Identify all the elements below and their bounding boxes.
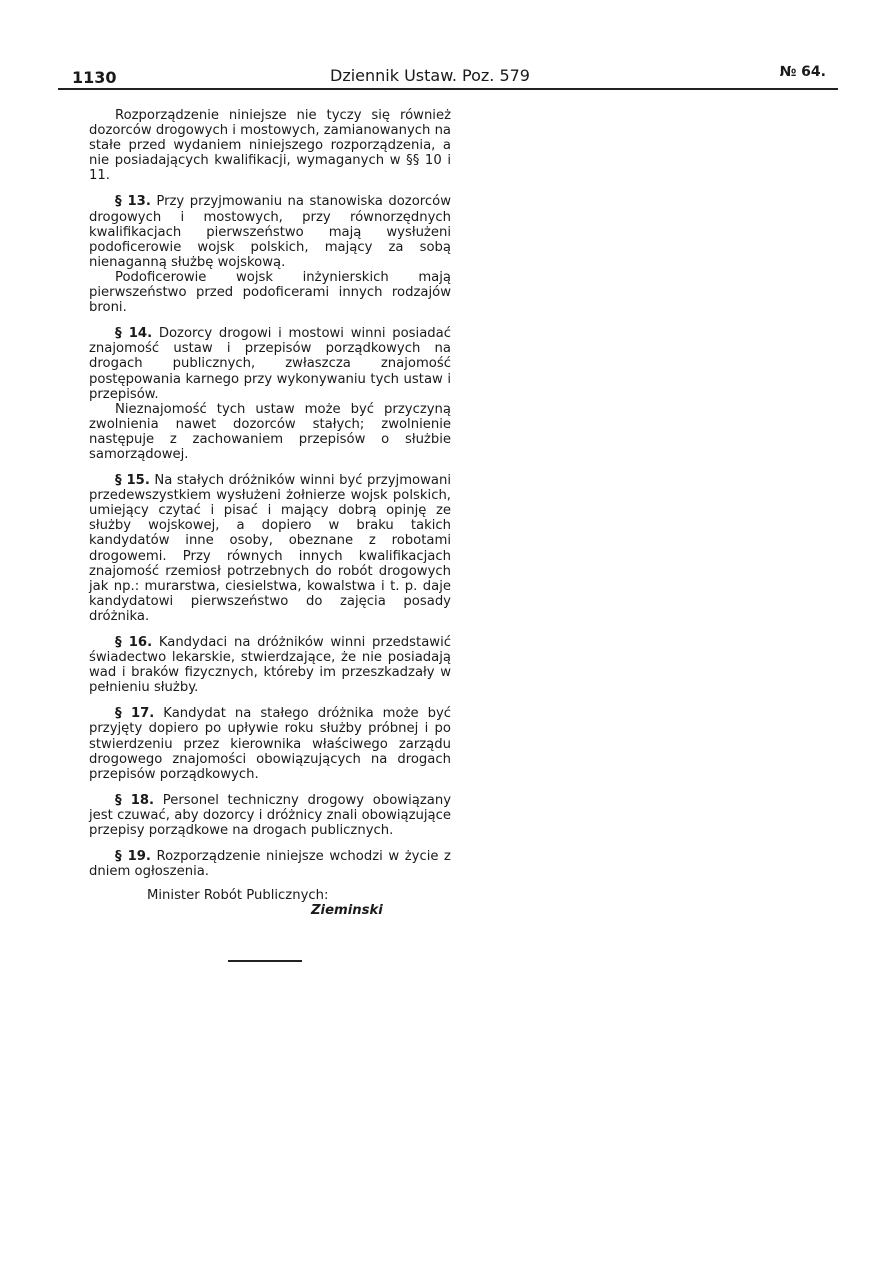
paragraph-text: Rozporządzenie niniejsze wchodzi w życie z dniem ogłoszenia. (89, 849, 451, 880)
paragraph-section-13 (89, 194, 451, 269)
paragraph-text: Kandydat na stałego dróżnika może być przyjęty dopiero po upływie roku służby próbnej i po stwierdzeniu przez kierownika właściwego zarządu drogowego znajomości obowiązujących na drogach przepisów porządkowych. (89, 706, 451, 782)
paragraph-section-14 (89, 326, 451, 401)
page-number: 1130 (72, 68, 117, 87)
signature-block (89, 888, 451, 918)
page-header (58, 62, 838, 88)
paragraph-text: Kandydaci na dróżników winni przedstawić świadectwo lekarskie, stwierdzające, że nie posiadają wad i braków fizycznych, któreby im przeszkadzały w pełnieniu służby. (89, 635, 451, 696)
paragraph-section-18 (89, 793, 451, 838)
section-number: § 17. (115, 706, 155, 722)
paragraph-text: Przy przyjmowaniu na stanowiska dozorców drogowych i mostowych, przy równorzędnych kwalifikacjach pierwszeństwo mają wysłużeni podoficerowie wojsk polskich, mający za sobą nienaganną służbę wojskową. (89, 194, 451, 270)
text-column (89, 108, 451, 879)
paragraph-section-15 (89, 473, 451, 624)
paragraph-text: Rozporządzenie niniejsze nie tyczy się również dozorców drogowych i mostowych, zamianowanych na stałe przed wydaniem niniejszego rozporządzenia, a nie posiadających kwalifikacji, wymaganych w §§ 10 i 11. (89, 108, 452, 184)
section-number: § 18. (115, 792, 155, 808)
paragraph-intro (89, 108, 451, 183)
paragraph-text: Na stałych dróżników winni być przyjmowani przedewszystkiem wysłużeni żołnierze wojsk polskich, umiejący czytać i pisać i mający dobrą opinję ze służby wojskowej, a dopiero w braku takich kandydatów inne osoby, obeznane z robotami drogowemi. Przy równych innych kwalifikacjach znajomość rzemiosł potrzebnych do robót drogowych jak np.: murarstwa, ciesielstwa, kowalstwa i t. p. daje kandydatowi pierwszeństwo do zajęcia posady dróżnika. (89, 473, 452, 624)
paragraph-text: Podoficerowie wojsk inżynierskich mają pierwszeństwo przed podoficerami innych rodzajów broni. (89, 269, 451, 316)
paragraph-text: Dozorcy drogowi i mostowi winni posiadać znajomość ustaw i przepisów porządkowych na drogach publicznych, zwłaszcza znajomość postępowania karnego przy wykonywaniu tych ustaw i przepisów. (89, 326, 452, 402)
section-number: § 16. (115, 635, 153, 650)
section-number: § 13. (115, 194, 151, 210)
section-number: § 15. (115, 473, 150, 489)
minister-title: Minister Robót Publicznych: (147, 888, 329, 903)
section-number: § 19. (115, 849, 151, 865)
journal-title: Dziennik Ustaw. Poz. 579 (330, 66, 530, 85)
header-divider (58, 88, 838, 90)
paragraph-section-19 (89, 849, 451, 879)
issue-number: № 64. (779, 64, 826, 80)
paragraph-section-13-continued (89, 270, 451, 315)
paragraph-text: Nieznajomość tych ustaw może być przyczyną zwolnienia nawet dozorców stałych; zwolnienie następuje z zachowaniem przepisów o służbie samorządowej. (89, 401, 451, 462)
paragraph-section-17 (89, 706, 451, 781)
paragraph-text: Personel techniczny drogowy obowiązany jest czuwać, aby dozorcy i dróżnicy znali obowiązujące przepisy porządkowe na drogach publicznych. (89, 792, 451, 839)
minister-signature: Zieminski (311, 903, 383, 919)
section-number: § 14. (115, 326, 153, 342)
paragraph-section-16 (89, 635, 451, 695)
closing-divider (228, 960, 302, 962)
paragraph-section-14-continued (89, 402, 451, 462)
